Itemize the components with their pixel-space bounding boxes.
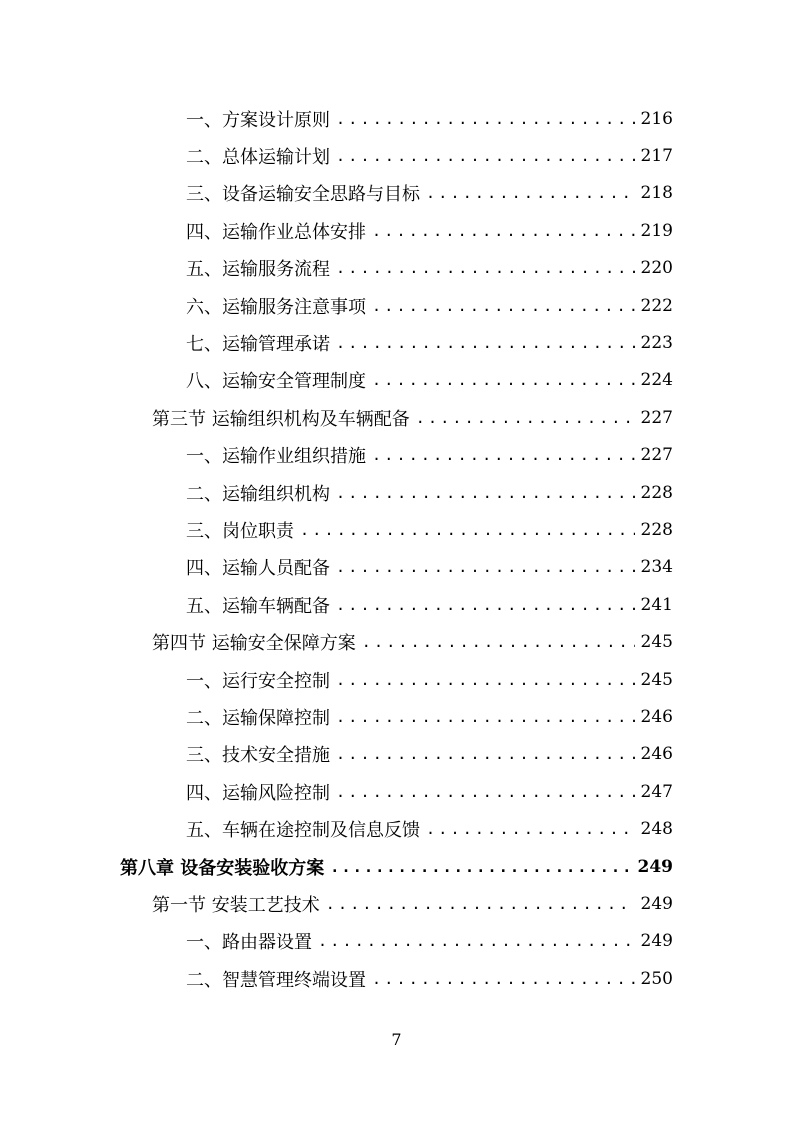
toc-entry[interactable] bbox=[186, 474, 673, 511]
toc-leader-dots bbox=[372, 371, 635, 389]
toc-entry[interactable] bbox=[186, 437, 673, 474]
toc-leader-dots bbox=[372, 446, 635, 464]
toc-entry-page: 228 bbox=[640, 519, 673, 540]
toc-entry-label: 五、运输车辆配备 bbox=[186, 595, 330, 617]
toc-entry[interactable] bbox=[186, 212, 673, 249]
toc-leader-dots bbox=[336, 259, 635, 277]
toc-entry[interactable] bbox=[186, 549, 673, 586]
toc-entry-page: 224 bbox=[640, 370, 673, 391]
toc-entry-label: 二、总体运输计划 bbox=[186, 146, 330, 168]
toc-entry-page: 228 bbox=[640, 482, 673, 503]
toc-leader-dots bbox=[336, 596, 635, 614]
toc-entry-page: 216 bbox=[640, 108, 673, 129]
toc-leader-dots bbox=[372, 970, 635, 988]
toc-leader-dots bbox=[336, 745, 635, 763]
toc-leader-dots bbox=[336, 110, 635, 128]
toc-entry-label: 四、运输作业总体安排 bbox=[186, 221, 366, 243]
toc-entry-page: 218 bbox=[640, 183, 673, 204]
toc-entry-label: 三、岗位职责 bbox=[186, 520, 294, 542]
toc-entry[interactable] bbox=[186, 923, 673, 960]
toc-entry-label: 三、技术安全措施 bbox=[186, 745, 330, 767]
toc-entry-page: 247 bbox=[640, 781, 673, 802]
toc-entry-label: 六、运输服务注意事项 bbox=[186, 296, 366, 318]
toc-entry-page: 217 bbox=[640, 145, 673, 166]
toc-entry-label: 第三节 运输组织机构及车辆配备 bbox=[152, 408, 410, 430]
toc-entry-page: 248 bbox=[640, 819, 673, 840]
toc-entry[interactable] bbox=[186, 811, 673, 848]
toc-entry[interactable] bbox=[186, 287, 673, 324]
toc-entry[interactable] bbox=[186, 100, 673, 137]
toc-section-entry[interactable] bbox=[152, 885, 673, 922]
toc-entry-label: 七、运输管理承诺 bbox=[186, 333, 330, 355]
toc-entry-label: 一、运行安全控制 bbox=[186, 670, 330, 692]
toc-entry[interactable] bbox=[186, 586, 673, 623]
toc-leader-dots bbox=[336, 558, 635, 576]
toc-leader-dots bbox=[336, 783, 635, 801]
toc-entry-page: 241 bbox=[640, 594, 673, 615]
toc-entry-label: 八、运输安全管理制度 bbox=[186, 371, 366, 393]
toc-entry-label: 一、运输作业组织措施 bbox=[186, 446, 366, 468]
toc-entry-page: 227 bbox=[640, 407, 673, 428]
toc-entry-label: 二、智慧管理终端设置 bbox=[186, 969, 366, 991]
toc-entry-label: 四、运输风险控制 bbox=[186, 782, 330, 804]
toc-entry-page: 245 bbox=[640, 669, 673, 690]
toc-section-entry[interactable] bbox=[152, 624, 673, 661]
toc-chapter-entry[interactable] bbox=[120, 848, 673, 885]
toc-entry-page: 227 bbox=[640, 445, 673, 466]
toc-entry-label: 第四节 运输安全保障方案 bbox=[152, 633, 356, 655]
toc-entry[interactable] bbox=[186, 137, 673, 174]
toc-entry-label: 五、车辆在途控制及信息反馈 bbox=[186, 820, 420, 842]
toc-entry-page: 246 bbox=[640, 706, 673, 727]
toc-entry-label: 二、运输保障控制 bbox=[186, 707, 330, 729]
toc-leader-dots bbox=[372, 222, 635, 240]
toc-entry-label: 第一节 安装工艺技术 bbox=[152, 894, 320, 916]
toc-leader-dots bbox=[336, 708, 635, 726]
toc-entry[interactable] bbox=[186, 250, 673, 287]
toc-entry-page: 250 bbox=[640, 968, 673, 989]
toc-entry[interactable] bbox=[186, 661, 673, 698]
toc-leader-dots bbox=[318, 932, 635, 950]
toc-entry[interactable] bbox=[186, 773, 673, 810]
toc-leader-dots bbox=[336, 484, 635, 502]
toc-leader-dots bbox=[426, 184, 635, 202]
toc-entry[interactable] bbox=[186, 511, 673, 548]
toc-section-entry[interactable] bbox=[152, 399, 673, 436]
toc-entry-page: 249 bbox=[640, 931, 673, 952]
toc-entry-page: 234 bbox=[640, 557, 673, 578]
toc-entry-label: 第八章 设备安装验收方案 bbox=[120, 857, 325, 879]
toc-entry-page: 245 bbox=[640, 632, 673, 653]
toc-entry[interactable] bbox=[186, 362, 673, 399]
toc-leader-dots bbox=[330, 858, 631, 876]
toc-leader-dots bbox=[300, 521, 635, 539]
toc-entry-page: 222 bbox=[640, 295, 673, 316]
toc-leader-dots bbox=[336, 671, 635, 689]
toc-entry-label: 一、方案设计原则 bbox=[186, 109, 330, 131]
toc-entry-page: 246 bbox=[640, 744, 673, 765]
toc-leader-dots bbox=[336, 334, 635, 352]
toc-entry-page: 249 bbox=[637, 856, 673, 877]
toc-entry-page: 220 bbox=[640, 258, 673, 279]
toc-entry-page: 249 bbox=[640, 893, 673, 914]
toc-entry-label: 三、设备运输安全思路与目标 bbox=[186, 184, 420, 206]
toc-entry-label: 四、运输人员配备 bbox=[186, 558, 330, 580]
toc-leader-dots bbox=[416, 409, 635, 427]
toc-entry[interactable] bbox=[186, 736, 673, 773]
toc-leader-dots bbox=[362, 633, 635, 651]
page-number: 7 bbox=[391, 1030, 402, 1049]
toc-entry[interactable] bbox=[186, 175, 673, 212]
toc-entry-page: 219 bbox=[640, 220, 673, 241]
toc-entry[interactable] bbox=[186, 960, 673, 997]
toc-leader-dots bbox=[326, 895, 635, 913]
toc-entry-label: 一、路由器设置 bbox=[186, 932, 312, 954]
toc-entry[interactable] bbox=[186, 698, 673, 735]
toc-entry[interactable] bbox=[186, 324, 673, 361]
toc-entry-label: 五、运输服务流程 bbox=[186, 259, 330, 281]
toc-leader-dots bbox=[336, 147, 635, 165]
toc-leader-dots bbox=[372, 297, 635, 315]
toc-entry-page: 223 bbox=[640, 332, 673, 353]
toc-entry-label: 二、运输组织机构 bbox=[186, 483, 330, 505]
toc-leader-dots bbox=[426, 820, 635, 838]
